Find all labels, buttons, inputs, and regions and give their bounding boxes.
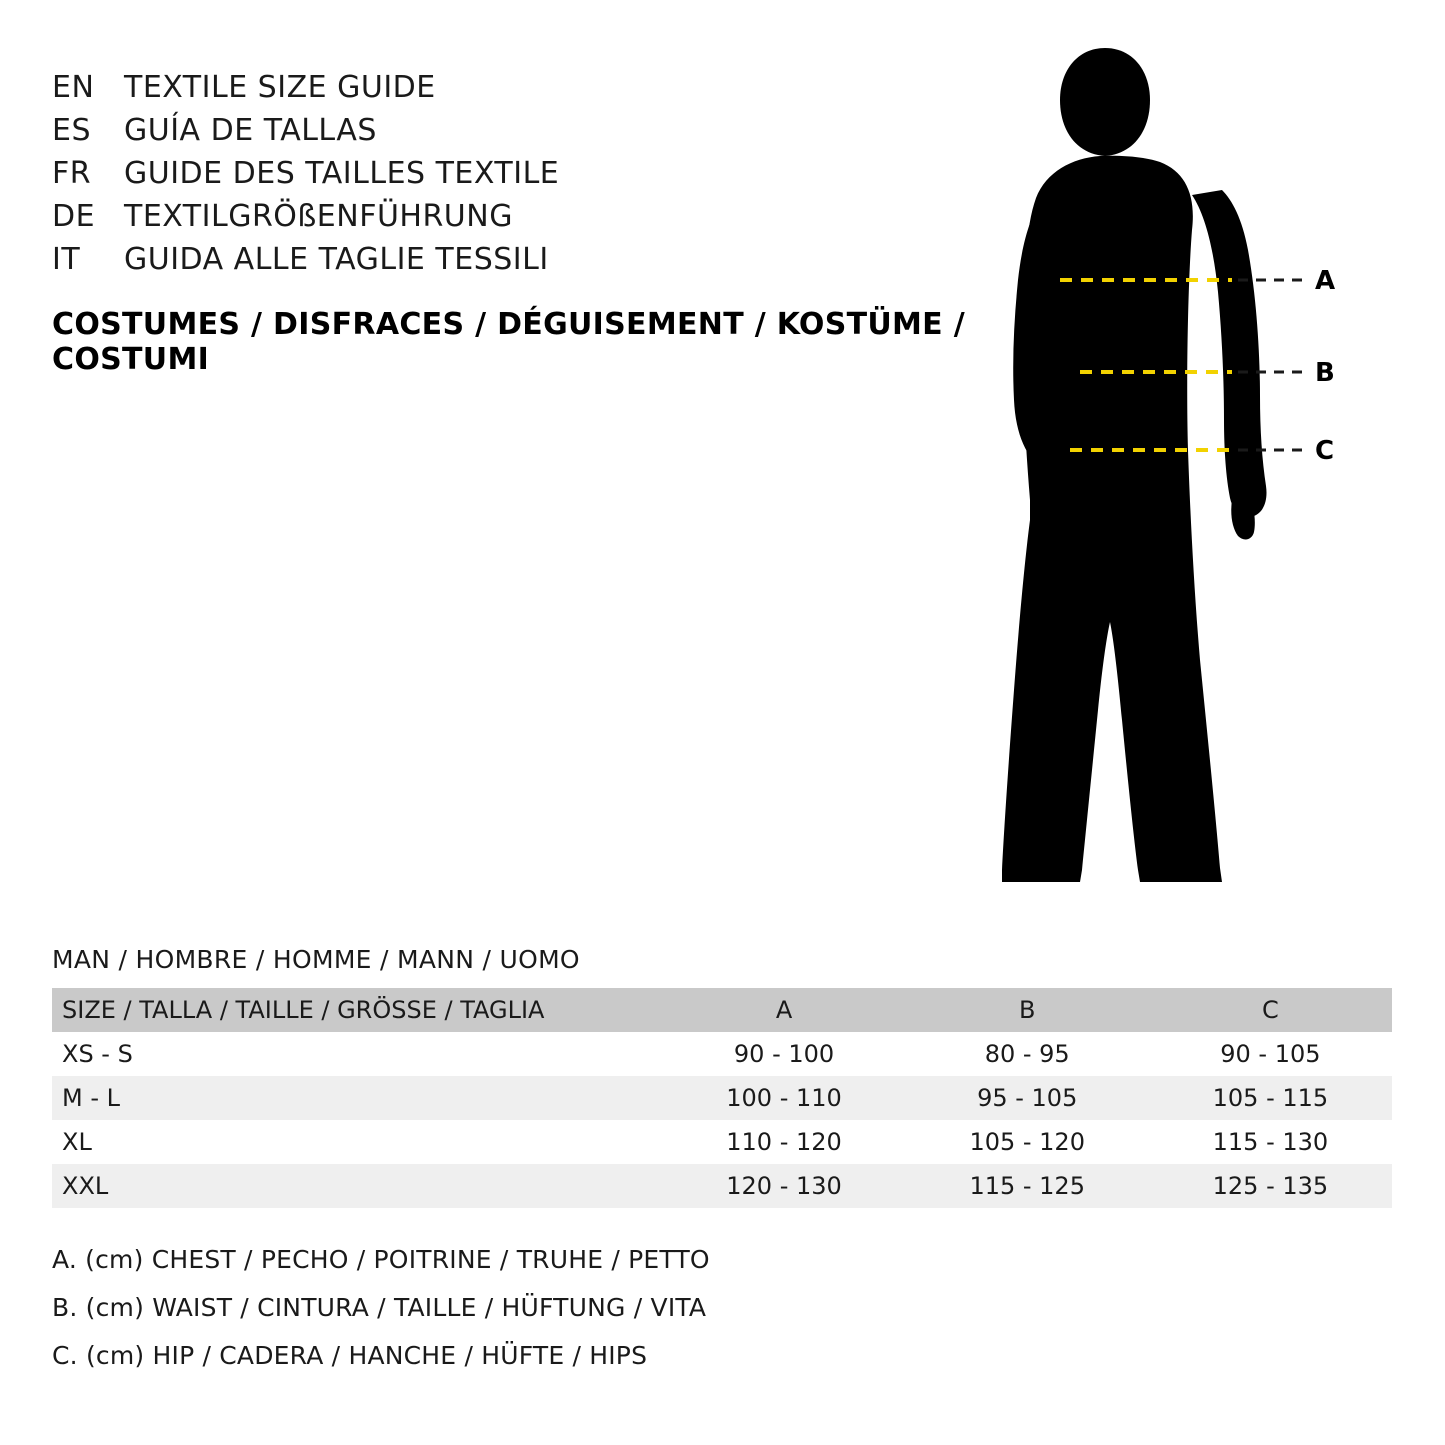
- table-head: [52, 988, 1392, 1032]
- size-table: [52, 988, 1392, 1208]
- cell-a: 100 - 110: [662, 1076, 905, 1120]
- size-table-section: [52, 945, 1392, 1208]
- legend-line-b: B. (cm) WAIST / CINTURA / TAILLE / HÜFTUNG / VITA: [52, 1293, 707, 1322]
- language-title: GUIDE DES TAILLES TEXTILE: [124, 156, 560, 191]
- table-row: [52, 1032, 1392, 1076]
- cell-c: 90 - 105: [1149, 1032, 1392, 1076]
- table-row: [52, 1164, 1392, 1208]
- cell-b: 95 - 105: [906, 1076, 1149, 1120]
- table-heading: MAN / HOMBRE / HOMME / MANN / UOMO: [52, 945, 580, 974]
- cell-b: 80 - 95: [906, 1032, 1149, 1076]
- figure-area: [960, 30, 1380, 910]
- cell-b: 115 - 125: [906, 1164, 1149, 1208]
- language-row: [52, 199, 972, 234]
- table-row: [52, 1076, 1392, 1120]
- cell-c: 115 - 130: [1149, 1120, 1392, 1164]
- cell-a: 90 - 100: [662, 1032, 905, 1076]
- language-title: GUÍA DE TALLAS: [124, 113, 377, 148]
- cell-c: 125 - 135: [1149, 1164, 1392, 1208]
- header-block: [52, 70, 972, 377]
- language-code: FR: [52, 156, 92, 191]
- table-header-row: [52, 988, 1392, 1032]
- language-code: DE: [52, 199, 96, 234]
- language-code: IT: [52, 242, 81, 277]
- cell-size: M - L: [52, 1076, 662, 1120]
- language-row: [52, 156, 972, 191]
- cell-size: XS - S: [52, 1032, 662, 1076]
- language-row: [52, 113, 972, 148]
- language-row: [52, 70, 972, 105]
- language-title: TEXTILE SIZE GUIDE: [124, 70, 436, 105]
- cell-size: XXL: [52, 1164, 662, 1208]
- language-title: GUIDA ALLE TAGLIE TESSILI: [124, 242, 549, 277]
- table-row: [52, 1120, 1392, 1164]
- column-header-b: B: [906, 988, 1149, 1032]
- cell-b: 105 - 120: [906, 1120, 1149, 1164]
- column-header-a: A: [662, 988, 905, 1032]
- cell-a: 120 - 130: [662, 1164, 905, 1208]
- legend-line-c: C. (cm) HIP / CADERA / HANCHE / HÜFTE / HIPS: [52, 1341, 648, 1370]
- cell-size: XL: [52, 1120, 662, 1164]
- legend-line-a: A. (cm) CHEST / PECHO / POITRINE / TRUHE / PETTO: [52, 1245, 710, 1274]
- language-code: ES: [52, 113, 91, 148]
- column-header-c: C: [1149, 988, 1392, 1032]
- language-code: EN: [52, 70, 95, 105]
- cell-a: 110 - 120: [662, 1120, 905, 1164]
- marker-label-a: A: [1315, 266, 1336, 296]
- marker-label-c: C: [1315, 436, 1335, 466]
- column-header-size: SIZE / TALLA / TAILLE / GRÖSSE / TAGLIA: [52, 988, 662, 1032]
- category-title: COSTUMES / DISFRACES / DÉGUISEMENT / KOSTÜME / COSTUMI: [52, 307, 965, 377]
- legend-block: [52, 1245, 952, 1389]
- table-body: [52, 1032, 1392, 1208]
- language-row: [52, 242, 972, 277]
- man-silhouette-icon: [960, 30, 1380, 910]
- marker-label-b: B: [1315, 358, 1335, 388]
- language-title: TEXTILGRÖßENFÜHRUNG: [124, 199, 513, 234]
- cell-c: 105 - 115: [1149, 1076, 1392, 1120]
